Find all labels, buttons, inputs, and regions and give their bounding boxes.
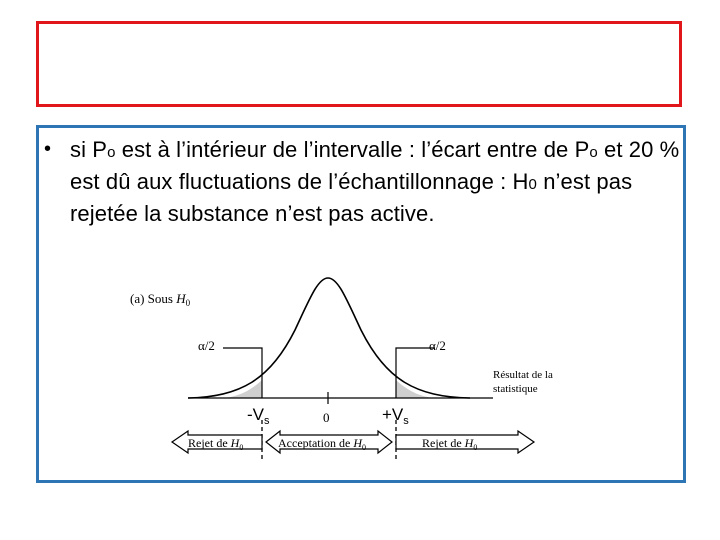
title-placeholder-box xyxy=(36,21,682,107)
left-tail-shading xyxy=(223,380,262,398)
tick-label-plus-vs: $+V_s$ xyxy=(382,405,409,427)
right-tail-shading xyxy=(396,380,435,398)
bullet-symbol: • xyxy=(44,138,52,160)
bullet-subscript: o xyxy=(107,144,116,161)
alpha-left-label: α/2 xyxy=(198,338,215,353)
bullet-subscript: 0 xyxy=(528,176,537,193)
result-label-line1: Résultat de la xyxy=(493,369,553,381)
bullet-text-part: si P xyxy=(70,137,108,162)
bullet-text-part: est à l’intérieur de l’intervalle : l’écart entre de P xyxy=(115,137,590,162)
bullet-text-part: et 20 % est dû aux fluctuations de l’échantillonnage : H xyxy=(70,137,680,194)
bullet-paragraph xyxy=(44,135,680,228)
hypothesis-test-diagram xyxy=(120,270,590,470)
region-label-reject-right: Rejet de $H_0$ xyxy=(422,436,478,452)
bullet-text-part: n’est pas rejetée la substance n’est pas active. xyxy=(70,169,633,226)
tick-label-zero: 0 xyxy=(323,410,330,425)
tick-label-minus-vs: $-V_s$ xyxy=(247,405,270,427)
panel-label: (a) Sous $H_0$ xyxy=(130,291,191,308)
normal-curve xyxy=(188,278,470,398)
bullet-subscript: o xyxy=(589,144,598,161)
result-label-line2: statistique xyxy=(493,383,538,395)
region-label-reject-left: Rejet de $H_0$ xyxy=(188,436,244,452)
region-label-accept: Acceptation de $H_0$ xyxy=(278,436,366,452)
alpha-right-label: α/2 xyxy=(429,338,446,353)
